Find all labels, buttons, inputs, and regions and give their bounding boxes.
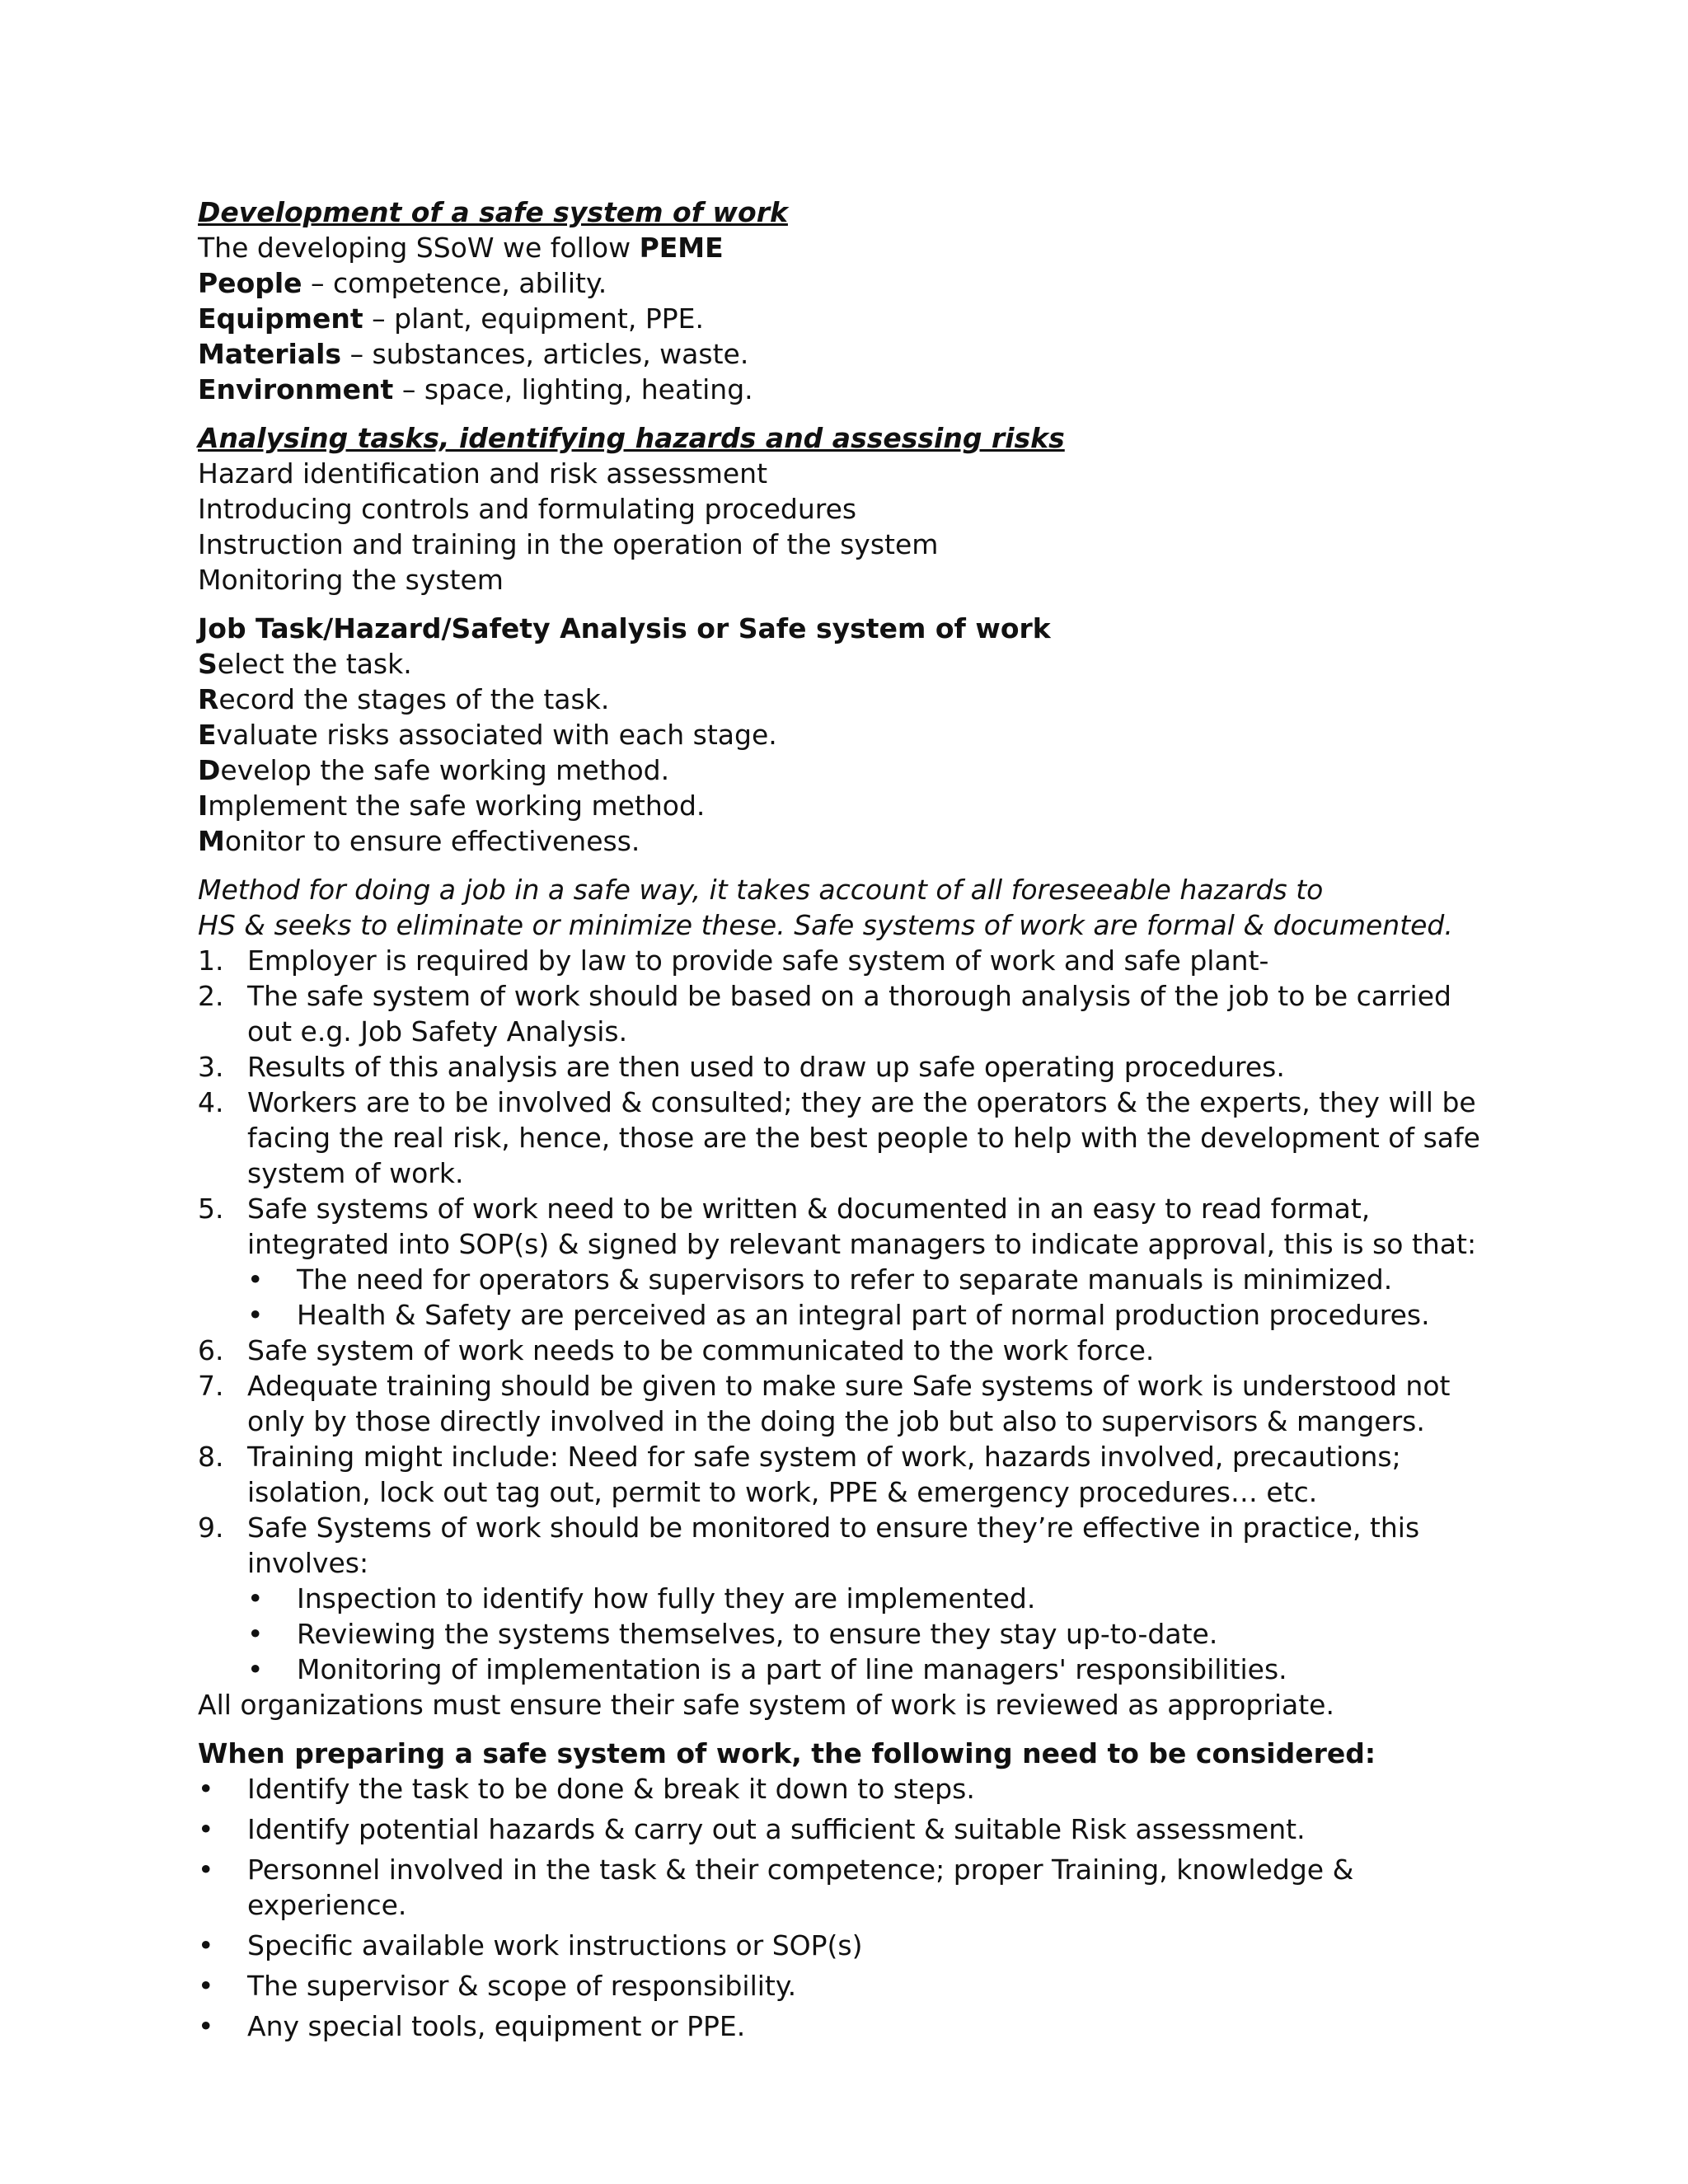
list-text: Workers are to be involved & consulted; they are the operators & the experts, they will be facing the real risk, hence, those are the best people to help with the development of safe system of work. (247, 1086, 1480, 1189)
sredim-letter: I (198, 790, 209, 822)
peme-item (198, 301, 1484, 336)
bullet-text: The need for operators & supervisors to refer to separate manuals is minimized. (297, 1263, 1393, 1296)
sredim-letter: E (198, 719, 217, 751)
heading-development: Development of a safe system of work (198, 196, 788, 228)
peme-term: Environment (198, 373, 394, 405)
list-item (198, 978, 1484, 1049)
peme-desc: – competence, ability. (302, 267, 607, 299)
sub-bullet-list (247, 1581, 1484, 1687)
peme-acronym: PEME (639, 232, 724, 264)
sub-bullet-list (247, 1262, 1484, 1333)
sredim-rest: evelop the safe working method. (220, 754, 670, 786)
list-number: 8. (198, 1441, 224, 1473)
peme-desc: – substances, articles, waste. (341, 338, 749, 370)
bullet-text: Specific available work instructions or SOP(s) (247, 1929, 863, 1961)
sredim-letter: S (198, 648, 218, 680)
bullet-text: Monitoring of implementation is a part of line managers' responsibilities. (297, 1653, 1287, 1685)
bullet-text: Reviewing the systems themselves, to ensure they stay up-to-date. (297, 1618, 1218, 1650)
peme-item (198, 336, 1484, 372)
bullet-text: Inspection to identify how fully they are implemented. (297, 1582, 1036, 1615)
analysing-line: Monitoring the system (198, 564, 504, 596)
list-item (198, 1191, 1484, 1333)
bullet-dot: • (198, 1929, 214, 1961)
list-item (198, 1333, 1484, 1368)
section-analysing (198, 420, 1484, 598)
peme-item (198, 372, 1484, 407)
heading-considerations: When preparing a safe system of work, the following need to be considered: (198, 1737, 1376, 1769)
list-text: The safe system of work should be based on a thorough analysis of the job to be carried out e.g. Job Safety Analysis. (247, 980, 1451, 1047)
list-number: 2. (198, 980, 224, 1012)
document-page (198, 194, 1484, 2049)
considerations-list (198, 1771, 1484, 2044)
sredim-rest: ecord the stages of the task. (218, 683, 610, 715)
section-job-task (198, 611, 1484, 859)
bullet-text: The supervisor & scope of responsibility. (247, 1970, 797, 2002)
bullet-dot: • (198, 1854, 214, 1886)
heading-analysing: Analysing tasks, identifying hazards and assessing risks (198, 422, 1065, 454)
sredim-rest: valuate risks associated with each stage. (216, 719, 777, 751)
peme-term: People (198, 267, 302, 299)
bullet-item (198, 2008, 1484, 2044)
sredim-item (198, 823, 1484, 859)
peme-item (198, 265, 1484, 301)
list-item (198, 1368, 1484, 1439)
heading-job-task: Job Task/Hazard/Safety Analysis or Safe system of work (198, 612, 1051, 644)
list-number: 3. (198, 1051, 224, 1083)
peme-intro (198, 230, 1484, 265)
bullet-text: Identify potential hazards & carry out a sufficient & suitable Risk assessment. (247, 1813, 1306, 1845)
bullet-text: Any special tools, equipment or PPE. (247, 2010, 746, 2042)
sredim-item (198, 717, 1484, 752)
bullet-item (198, 1928, 1484, 1963)
sredim-item (198, 752, 1484, 788)
bullet-item (247, 1652, 1484, 1687)
peme-desc: – space, lighting, heating. (393, 373, 753, 405)
list-item (198, 943, 1484, 978)
bullet-dot: • (198, 1970, 214, 2002)
bullet-item (247, 1581, 1484, 1616)
sredim-letter: M (198, 825, 225, 857)
closing-statement: All organizations must ensure their safe system of work is reviewed as appropriate. (198, 1689, 1334, 1721)
list-number: 1. (198, 944, 224, 977)
bullet-dot: • (247, 1582, 264, 1615)
list-item (198, 1049, 1484, 1085)
list-item (198, 1439, 1484, 1510)
sredim-rest: elect the task. (217, 648, 412, 680)
list-text: Safe system of work needs to be communicated to the work force. (247, 1334, 1155, 1366)
bullet-item (198, 1811, 1484, 1847)
bullet-dot: • (198, 1813, 214, 1845)
bullet-dot: • (247, 1653, 264, 1685)
sredim-item (198, 646, 1484, 682)
list-number: 4. (198, 1086, 224, 1118)
sredim-rest: mplement the safe working method. (208, 790, 706, 822)
list-text: Training might include: Need for safe system of work, hazards involved, precautions; isolation, lock out tag out, permit to work, PPE & emergency procedures… etc. (247, 1441, 1401, 1508)
sredim-letter: R (198, 683, 219, 715)
sredim-item (198, 682, 1484, 717)
bullet-text: Identify the task to be done & break it down to steps. (247, 1773, 975, 1805)
bullet-item (247, 1262, 1484, 1297)
peme-term: Materials (198, 338, 342, 370)
numbered-list (198, 943, 1484, 1687)
list-number: 7. (198, 1370, 224, 1402)
bullet-dot: • (198, 2010, 214, 2042)
bullet-item (198, 1852, 1484, 1923)
list-item (198, 1510, 1484, 1687)
list-text: Safe Systems of work should be monitored to ensure they’re effective in practice, this involves: (247, 1511, 1420, 1579)
list-number: 9. (198, 1511, 224, 1544)
list-number: 5. (198, 1193, 224, 1225)
list-item (198, 1085, 1484, 1191)
analysing-line: Hazard identification and risk assessment (198, 457, 768, 490)
sredim-rest: onitor to ensure effectiveness. (224, 825, 640, 857)
bullet-dot: • (247, 1618, 264, 1650)
list-text: Employer is required by law to provide safe system of work and safe plant- (247, 944, 1269, 977)
peme-desc: – plant, equipment, PPE. (363, 302, 704, 335)
peme-term: Equipment (198, 302, 363, 335)
section-considerations (198, 1736, 1484, 2044)
peme-intro-text: The developing SSoW we follow (198, 232, 640, 264)
section-development (198, 194, 1484, 407)
bullet-dot: • (247, 1299, 264, 1331)
analysing-line: Introducing controls and formulating procedures (198, 493, 857, 525)
list-number: 6. (198, 1334, 224, 1366)
method-italic-line: HS & seeks to eliminate or minimize these. Safe systems of work are formal & documented. (198, 909, 1453, 941)
sredim-item (198, 788, 1484, 823)
method-italic-line: Method for doing a job in a safe way, it takes account of all foreseeable hazards to (198, 874, 1324, 906)
bullet-text: Health & Safety are perceived as an integral part of normal production procedures. (297, 1299, 1430, 1331)
bullet-item (198, 1968, 1484, 2004)
bullet-dot: • (247, 1263, 264, 1296)
sredim-letter: D (198, 754, 221, 786)
bullet-item (247, 1616, 1484, 1652)
list-text: Results of this analysis are then used to draw up safe operating procedures. (247, 1051, 1285, 1083)
bullet-item (247, 1297, 1484, 1333)
list-text: Adequate training should be given to make sure Safe systems of work is understood not only by those directly involved in the doing the job but also to supervisors & mangers. (247, 1370, 1451, 1437)
analysing-line: Instruction and training in the operation of the system (198, 528, 939, 560)
list-text: Safe systems of work need to be written & documented in an easy to read format, integrated into SOP(s) & signed by relevant managers to indicate approval, this is so that: (247, 1193, 1477, 1260)
bullet-dot: • (198, 1773, 214, 1805)
section-method (198, 872, 1484, 1722)
bullet-item (198, 1771, 1484, 1807)
bullet-text: Personnel involved in the task & their competence; proper Training, knowledge & experience. (247, 1854, 1354, 1921)
